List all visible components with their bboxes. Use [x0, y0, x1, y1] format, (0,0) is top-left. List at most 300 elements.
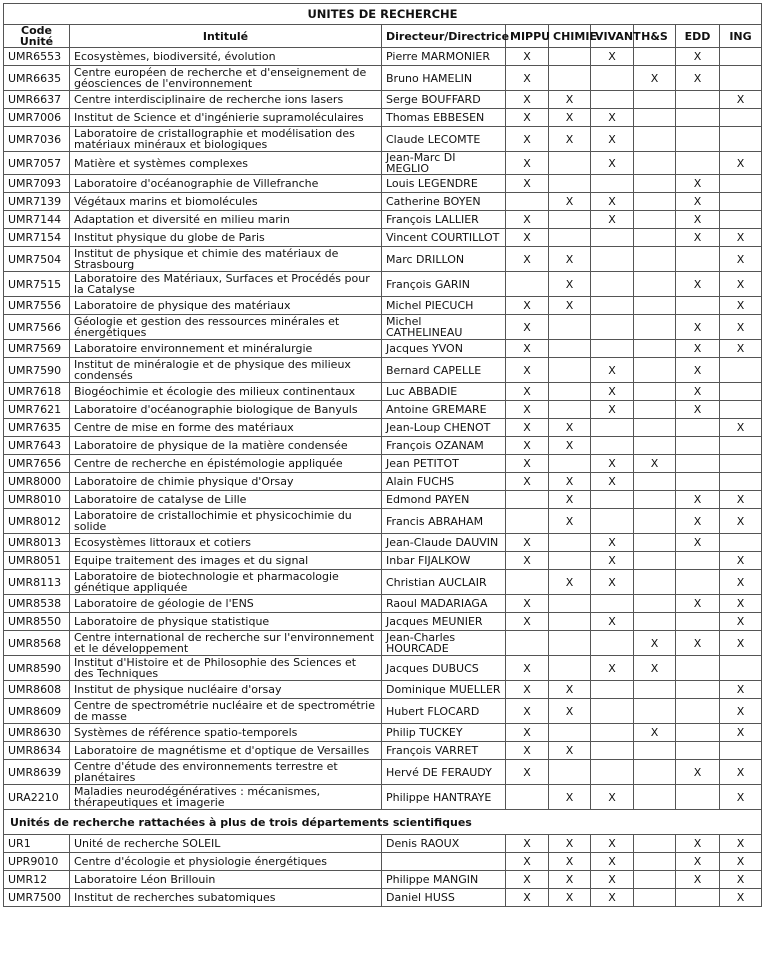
dept-mark-hs: X	[634, 455, 676, 473]
unit-title: Institut de minéralogie et de physique des milieux condensés	[70, 358, 382, 383]
unit-code: UMR8000	[4, 473, 70, 491]
dept-mark-vivant: X	[591, 109, 634, 127]
unit-title: Centre européen de recherche et d'enseignement de géosciences de l'environnement	[70, 66, 382, 91]
unit-director: Daniel HUSS	[382, 889, 506, 907]
unit-code: UMR7569	[4, 340, 70, 358]
table-row	[4, 760, 762, 785]
dept-mark-edd	[676, 473, 720, 491]
unit-director: François OZANAM	[382, 437, 506, 455]
unit-code: UMR7566	[4, 315, 70, 340]
dept-mark-mippu: X	[506, 109, 549, 127]
table-row	[4, 785, 762, 810]
unit-code: UMR7093	[4, 175, 70, 193]
dept-mark-hs	[634, 48, 676, 66]
unit-title: Laboratoire environnement et minéralurgie	[70, 340, 382, 358]
dept-mark-mippu: X	[506, 835, 549, 853]
table-row	[4, 595, 762, 613]
unit-title: Géologie et gestion des ressources minérales et énergétiques	[70, 315, 382, 340]
unit-director: Jean-Claude DAUVIN	[382, 534, 506, 552]
unit-director: Claude LECOMTE	[382, 127, 506, 152]
dept-mark-hs	[634, 127, 676, 152]
unit-director: François LALLIER	[382, 211, 506, 229]
dept-mark-mippu: X	[506, 66, 549, 91]
dept-mark-mippu: X	[506, 315, 549, 340]
dept-mark-mippu: X	[506, 871, 549, 889]
unit-director: Jean-Marc DI MEGLIO	[382, 152, 506, 175]
table-row	[4, 193, 762, 211]
dept-mark-chimie: X	[549, 419, 591, 437]
dept-mark-ing: X	[720, 340, 762, 358]
dept-mark-mippu: X	[506, 742, 549, 760]
dept-mark-chimie: X	[549, 272, 591, 297]
dept-mark-chimie: X	[549, 109, 591, 127]
table-row	[4, 631, 762, 656]
dept-mark-edd	[676, 724, 720, 742]
unit-code: UMR7590	[4, 358, 70, 383]
dept-mark-chimie: X	[549, 889, 591, 907]
dept-mark-ing	[720, 193, 762, 211]
dept-mark-vivant: X	[591, 152, 634, 175]
dept-mark-ing: X	[720, 760, 762, 785]
dept-mark-edd: X	[676, 595, 720, 613]
dept-mark-ing: X	[720, 631, 762, 656]
table-row	[4, 383, 762, 401]
table-row	[4, 297, 762, 315]
unit-director: Dominique MUELLER	[382, 681, 506, 699]
unit-code: UR1	[4, 835, 70, 853]
dept-mark-chimie: X	[549, 570, 591, 595]
unit-code: UMR8608	[4, 681, 70, 699]
dept-mark-ing: X	[720, 699, 762, 724]
unit-director: Bruno HAMELIN	[382, 66, 506, 91]
dept-mark-ing	[720, 742, 762, 760]
unit-title: Institut de recherches subatomiques	[70, 889, 382, 907]
dept-mark-hs	[634, 272, 676, 297]
table-row	[4, 91, 762, 109]
unit-title: Systèmes de référence spatio-temporels	[70, 724, 382, 742]
unit-code: UMR8010	[4, 491, 70, 509]
dept-mark-ing: X	[720, 871, 762, 889]
unit-code: UMR6553	[4, 48, 70, 66]
dept-mark-vivant	[591, 437, 634, 455]
dept-mark-edd	[676, 613, 720, 631]
unit-code: UMR8012	[4, 509, 70, 534]
unit-code: UMR8639	[4, 760, 70, 785]
dept-mark-mippu	[506, 785, 549, 810]
unit-director: Philip TUCKEY	[382, 724, 506, 742]
table-row	[4, 315, 762, 340]
dept-mark-hs	[634, 340, 676, 358]
unit-code: UMR8634	[4, 742, 70, 760]
dept-mark-vivant: X	[591, 383, 634, 401]
unit-director: Edmond PAYEN	[382, 491, 506, 509]
dept-mark-edd: X	[676, 401, 720, 419]
unit-code: UPR9010	[4, 853, 70, 871]
dept-mark-ing: X	[720, 297, 762, 315]
unit-code: UMR7036	[4, 127, 70, 152]
col-header-mippu: MIPPU	[506, 25, 549, 48]
dept-mark-vivant	[591, 66, 634, 91]
dept-mark-chimie: X	[549, 437, 591, 455]
table-row	[4, 724, 762, 742]
dept-mark-chimie: X	[549, 91, 591, 109]
dept-mark-edd: X	[676, 175, 720, 193]
dept-mark-ing: X	[720, 91, 762, 109]
dept-mark-chimie: X	[549, 193, 591, 211]
unit-title: Laboratoire de cristallographie et modélisation des matériaux minéraux et biologiques	[70, 127, 382, 152]
dept-mark-ing	[720, 437, 762, 455]
dept-mark-edd: X	[676, 48, 720, 66]
dept-mark-ing: X	[720, 229, 762, 247]
dept-mark-edd: X	[676, 534, 720, 552]
unit-director: Antoine GREMARE	[382, 401, 506, 419]
unit-code: UMR7643	[4, 437, 70, 455]
dept-mark-vivant: X	[591, 127, 634, 152]
dept-mark-edd: X	[676, 835, 720, 853]
dept-mark-edd: X	[676, 340, 720, 358]
dept-mark-hs	[634, 91, 676, 109]
dept-mark-chimie	[549, 552, 591, 570]
table-row	[4, 358, 762, 383]
unit-title: Laboratoire d'océanographie de Villefranche	[70, 175, 382, 193]
dept-mark-hs	[634, 595, 676, 613]
table-row	[4, 871, 762, 889]
unit-code: UMR8609	[4, 699, 70, 724]
dept-mark-edd: X	[676, 760, 720, 785]
dept-mark-chimie	[549, 358, 591, 383]
unit-title: Matière et systèmes complexes	[70, 152, 382, 175]
dept-mark-mippu: X	[506, 681, 549, 699]
dept-mark-mippu: X	[506, 613, 549, 631]
unit-code: UMR12	[4, 871, 70, 889]
table-row	[4, 681, 762, 699]
dept-mark-edd: X	[676, 853, 720, 871]
dept-mark-chimie: X	[549, 699, 591, 724]
dept-mark-ing	[720, 401, 762, 419]
unit-title: Laboratoire Léon Brillouin	[70, 871, 382, 889]
dept-mark-vivant: X	[591, 889, 634, 907]
dept-mark-vivant: X	[591, 570, 634, 595]
dept-mark-vivant	[591, 340, 634, 358]
unit-director: Alain FUCHS	[382, 473, 506, 491]
unit-title: Laboratoire de biotechnologie et pharmacologie génétique appliquée	[70, 570, 382, 595]
dept-mark-ing: X	[720, 853, 762, 871]
unit-code: UMR8538	[4, 595, 70, 613]
dept-mark-hs	[634, 785, 676, 810]
dept-mark-mippu: X	[506, 699, 549, 724]
dept-mark-hs	[634, 419, 676, 437]
dept-mark-vivant: X	[591, 853, 634, 871]
section-row	[4, 810, 762, 835]
table-row	[4, 272, 762, 297]
dept-mark-hs: X	[634, 631, 676, 656]
unit-director: Jean-Loup CHENOT	[382, 419, 506, 437]
dept-mark-mippu: X	[506, 656, 549, 681]
dept-mark-mippu: X	[506, 127, 549, 152]
dept-mark-vivant	[591, 491, 634, 509]
unit-title: Laboratoire de chimie physique d'Orsay	[70, 473, 382, 491]
dept-mark-edd: X	[676, 315, 720, 340]
table-row	[4, 66, 762, 91]
dept-mark-ing: X	[720, 272, 762, 297]
table-row	[4, 109, 762, 127]
dept-mark-mippu: X	[506, 534, 549, 552]
dept-mark-chimie	[549, 66, 591, 91]
dept-mark-edd: X	[676, 229, 720, 247]
dept-mark-mippu: X	[506, 91, 549, 109]
unit-code: UMR8590	[4, 656, 70, 681]
dept-mark-mippu: X	[506, 48, 549, 66]
dept-mark-hs	[634, 760, 676, 785]
col-header-hs: H&S	[634, 25, 676, 48]
col-header-chimie: CHIMIE	[549, 25, 591, 48]
dept-mark-edd: X	[676, 193, 720, 211]
unit-code: UMR7618	[4, 383, 70, 401]
dept-mark-chimie	[549, 724, 591, 742]
unit-title: Centre de spectrométrie nucléaire et de spectrométrie de masse	[70, 699, 382, 724]
dept-mark-vivant	[591, 760, 634, 785]
dept-mark-vivant	[591, 229, 634, 247]
dept-mark-mippu: X	[506, 473, 549, 491]
unit-code: UMR7635	[4, 419, 70, 437]
unit-code: UMR6635	[4, 66, 70, 91]
unit-title: Adaptation et diversité en milieu marin	[70, 211, 382, 229]
dept-mark-ing	[720, 48, 762, 66]
dept-mark-mippu: X	[506, 724, 549, 742]
unit-title: Centre de recherche en épistémologie appliquée	[70, 455, 382, 473]
dept-mark-edd	[676, 152, 720, 175]
dept-mark-mippu: X	[506, 419, 549, 437]
table-row	[4, 656, 762, 681]
unit-director: Jacques DUBUCS	[382, 656, 506, 681]
dept-mark-mippu: X	[506, 175, 549, 193]
dept-mark-hs	[634, 383, 676, 401]
unit-title: Ecosystèmes littoraux et cotiers	[70, 534, 382, 552]
unit-director: Luc ABBADIE	[382, 383, 506, 401]
dept-mark-hs	[634, 534, 676, 552]
unit-director: Hubert FLOCARD	[382, 699, 506, 724]
table-row	[4, 229, 762, 247]
dept-mark-ing: X	[720, 509, 762, 534]
table-row	[4, 247, 762, 272]
col-header-ing: ING	[720, 25, 762, 48]
dept-mark-hs	[634, 835, 676, 853]
dept-mark-vivant: X	[591, 473, 634, 491]
dept-mark-hs	[634, 193, 676, 211]
dept-mark-hs: X	[634, 66, 676, 91]
table-row	[4, 455, 762, 473]
unit-code: UMR7500	[4, 889, 70, 907]
col-header-director: Directeur/Directrice	[382, 25, 506, 48]
dept-mark-chimie: X	[549, 742, 591, 760]
dept-mark-chimie	[549, 534, 591, 552]
dept-mark-vivant: X	[591, 552, 634, 570]
table-row	[4, 509, 762, 534]
unit-director: Jacques MEUNIER	[382, 613, 506, 631]
dept-mark-edd	[676, 889, 720, 907]
dept-mark-vivant	[591, 419, 634, 437]
table-row	[4, 473, 762, 491]
unit-director: Christian AUCLAIR	[382, 570, 506, 595]
col-header-vivant: VIVANT	[591, 25, 634, 48]
dept-mark-hs	[634, 473, 676, 491]
dept-mark-hs	[634, 871, 676, 889]
dept-mark-vivant	[591, 272, 634, 297]
dept-mark-chimie	[549, 401, 591, 419]
unit-director: Philippe MANGIN	[382, 871, 506, 889]
dept-mark-vivant	[591, 175, 634, 193]
unit-director: Michel CATHELINEAU	[382, 315, 506, 340]
unit-director: Bernard CAPELLE	[382, 358, 506, 383]
unit-director: François GARIN	[382, 272, 506, 297]
dept-mark-edd	[676, 91, 720, 109]
unit-title: Centre de mise en forme des matériaux	[70, 419, 382, 437]
dept-mark-vivant	[591, 297, 634, 315]
table-row	[4, 699, 762, 724]
dept-mark-hs	[634, 552, 676, 570]
dept-mark-ing: X	[720, 595, 762, 613]
dept-mark-mippu: X	[506, 853, 549, 871]
unit-title: Laboratoire de cristallochimie et physicochimie du solide	[70, 509, 382, 534]
dept-mark-edd	[676, 785, 720, 810]
table-row	[4, 552, 762, 570]
dept-mark-chimie: X	[549, 853, 591, 871]
unit-title: Laboratoire de catalyse de Lille	[70, 491, 382, 509]
dept-mark-mippu	[506, 509, 549, 534]
dept-mark-mippu: X	[506, 152, 549, 175]
dept-mark-hs	[634, 889, 676, 907]
dept-mark-edd	[676, 109, 720, 127]
dept-mark-chimie	[549, 229, 591, 247]
col-header-code: Code Unité	[4, 25, 70, 48]
dept-mark-chimie: X	[549, 871, 591, 889]
unit-code: UMR8113	[4, 570, 70, 595]
dept-mark-hs	[634, 211, 676, 229]
dept-mark-chimie: X	[549, 297, 591, 315]
dept-mark-mippu: X	[506, 211, 549, 229]
dept-mark-mippu: X	[506, 358, 549, 383]
dept-mark-chimie: X	[549, 681, 591, 699]
dept-mark-hs	[634, 613, 676, 631]
unit-code: URA2210	[4, 785, 70, 810]
dept-mark-mippu: X	[506, 455, 549, 473]
dept-mark-mippu	[506, 193, 549, 211]
unit-code: UMR7006	[4, 109, 70, 127]
unit-title: Centre interdisciplinaire de recherche ions lasers	[70, 91, 382, 109]
unit-director: Pierre MARMONIER	[382, 48, 506, 66]
dept-mark-ing: X	[720, 552, 762, 570]
unit-title: Institut physique du globe de Paris	[70, 229, 382, 247]
table-row	[4, 437, 762, 455]
unit-code: UMR7515	[4, 272, 70, 297]
table-row	[4, 48, 762, 66]
dept-mark-mippu	[506, 272, 549, 297]
dept-mark-hs	[634, 175, 676, 193]
dept-mark-hs	[634, 297, 676, 315]
unit-title: Centre international de recherche sur l'environnement et le développement	[70, 631, 382, 656]
dept-mark-hs	[634, 401, 676, 419]
dept-mark-mippu: X	[506, 760, 549, 785]
unit-title: Végétaux marins et biomolécules	[70, 193, 382, 211]
dept-mark-hs	[634, 681, 676, 699]
col-header-name: Intitulé	[70, 25, 382, 48]
dept-mark-mippu	[506, 491, 549, 509]
unit-director: Thomas EBBESEN	[382, 109, 506, 127]
unit-title: Maladies neurodégénératives : mécanismes, thérapeutiques et imagerie	[70, 785, 382, 810]
dept-mark-chimie	[549, 595, 591, 613]
unit-director	[382, 853, 506, 871]
unit-director: Jean PETITOT	[382, 455, 506, 473]
unit-title: Biogéochimie et écologie des milieux continentaux	[70, 383, 382, 401]
dept-mark-ing	[720, 127, 762, 152]
dept-mark-edd	[676, 699, 720, 724]
unit-code: UMR7139	[4, 193, 70, 211]
dept-mark-vivant: X	[591, 785, 634, 810]
unit-code: UMR7556	[4, 297, 70, 315]
dept-mark-vivant	[591, 699, 634, 724]
dept-mark-vivant: X	[591, 48, 634, 66]
table-row	[4, 853, 762, 871]
unit-director: Serge BOUFFARD	[382, 91, 506, 109]
unit-director: Jean-Charles HOURCADE	[382, 631, 506, 656]
unit-director: Philippe HANTRAYE	[382, 785, 506, 810]
unit-code: UMR8051	[4, 552, 70, 570]
unit-title: Institut de Science et d'ingénierie supramoléculaires	[70, 109, 382, 127]
dept-mark-vivant: X	[591, 358, 634, 383]
table-row	[4, 613, 762, 631]
dept-mark-mippu: X	[506, 383, 549, 401]
dept-mark-ing: X	[720, 889, 762, 907]
dept-mark-edd: X	[676, 871, 720, 889]
dept-mark-ing: X	[720, 613, 762, 631]
dept-mark-mippu: X	[506, 552, 549, 570]
unit-director: Michel PIECUCH	[382, 297, 506, 315]
dept-mark-edd	[676, 656, 720, 681]
dept-mark-vivant	[591, 91, 634, 109]
dept-mark-edd: X	[676, 272, 720, 297]
dept-mark-chimie	[549, 455, 591, 473]
table-title: UNITES DE RECHERCHE	[4, 4, 762, 25]
dept-mark-edd: X	[676, 491, 720, 509]
dept-mark-mippu: X	[506, 437, 549, 455]
dept-mark-vivant: X	[591, 871, 634, 889]
dept-mark-hs	[634, 315, 676, 340]
dept-mark-hs	[634, 491, 676, 509]
unit-director: Raoul MADARIAGA	[382, 595, 506, 613]
header-row	[4, 25, 762, 48]
unit-code: UMR7621	[4, 401, 70, 419]
dept-mark-chimie	[549, 340, 591, 358]
unit-code: UMR8013	[4, 534, 70, 552]
table-row	[4, 835, 762, 853]
dept-mark-mippu: X	[506, 889, 549, 907]
dept-mark-hs	[634, 853, 676, 871]
dept-mark-hs	[634, 742, 676, 760]
dept-mark-ing	[720, 358, 762, 383]
dept-mark-hs	[634, 247, 676, 272]
unit-code: UMR8568	[4, 631, 70, 656]
dept-mark-vivant	[591, 595, 634, 613]
dept-mark-mippu: X	[506, 297, 549, 315]
dept-mark-vivant	[591, 724, 634, 742]
dept-mark-edd: X	[676, 509, 720, 534]
dept-mark-edd: X	[676, 631, 720, 656]
dept-mark-chimie	[549, 211, 591, 229]
dept-mark-edd	[676, 552, 720, 570]
dept-mark-chimie: X	[549, 127, 591, 152]
section-title: Unités de recherche rattachées à plus de trois départements scientifiques	[4, 810, 762, 835]
unit-director: Marc DRILLON	[382, 247, 506, 272]
